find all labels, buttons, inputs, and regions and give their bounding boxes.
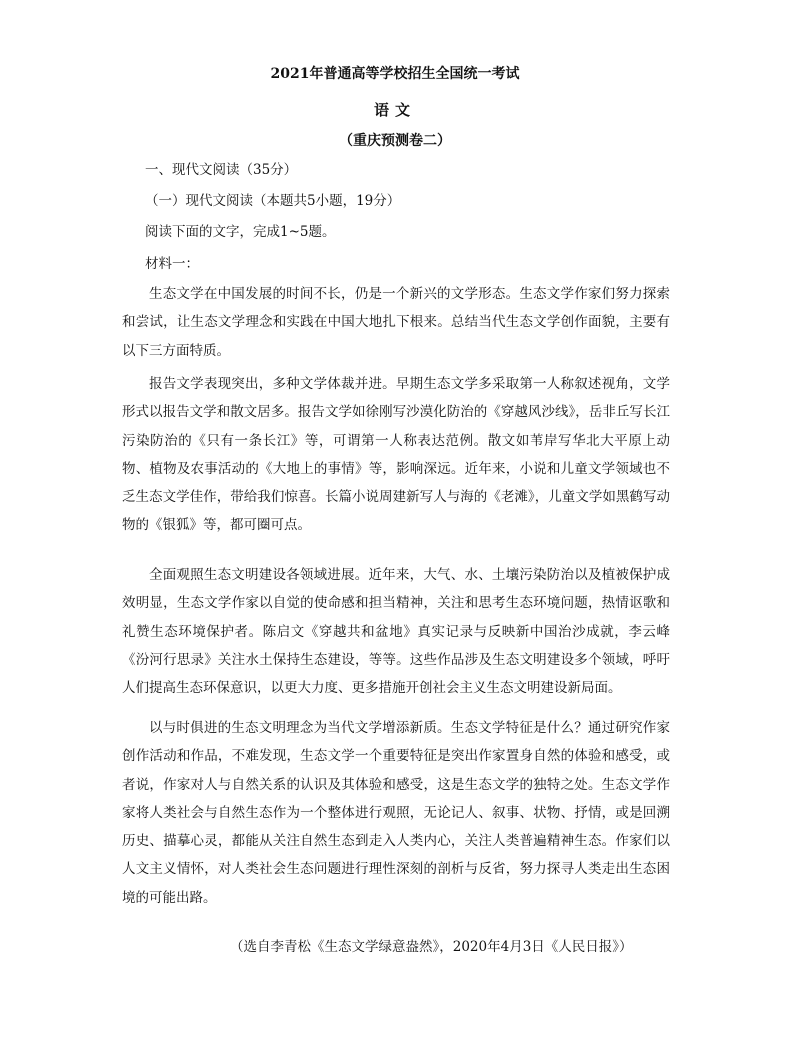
source-citation: （选自李青松《生态文学绿意盎然》，2020年4月3日《人民日报》） (230, 939, 633, 955)
exam-title: 2021年普通高等学校招生全国统一考试 (270, 66, 520, 82)
reading-instruction: 阅读下面的文字，完成1~5题。 (145, 224, 336, 240)
paragraph-3: 全面观照生态文明建设各领域进展。近年来，大气、水、土壤污染防治以及植被保护成效明显，生态文学作家以自觉的使命感和担当精神，关注和思考生态环境问题，热情讴歌和礼赞生态环境保护者。陈启文《穿越共和盆地》真实记录与反映新中国治沙成就，李云峰《汾河行思录》关注水土保持生态建设，等等。这些作品涉及生态文明建设多个领域，呼吁人们提高生态环保意识，以更大力度、更多措施开创社会主义生态文明建设新局面。 (122, 567, 670, 697)
section-heading: 一、现代文阅读（35分） (145, 162, 298, 178)
material-label: 材料一： (145, 256, 199, 272)
paragraph-1: 生态文学在中国发展的时间不长，仍是一个新兴的文学形态。生态文学作家们努力探索和尝试，让生态文学理念和实践在中国大地扎下根来。总结当代生态文学创作面貌，主要有以下三方面特质。 (122, 286, 670, 359)
edition-title: （重庆预测卷二） (339, 133, 451, 149)
section-subheading: （一）现代文阅读（本题共5小题，19分） (145, 193, 401, 209)
paragraph-4: 以与时俱进的生态文明理念为当代文学增添新质。生态文学特征是什么？通过研究作家创作活动和作品，不难发现，生态文学一个重要特征是突出作家置身自然的体验和感受，或者说，作家对人与自然关系的认识及其体验和感受，这是生态文学的独特之处。生态文学作家将人类社会与自然生态作为一个整体进行观照，无论记人、叙事、状物、抒情，或是回溯历史、描摹心灵，都能从关注自然生态到走入人类内心，关注人类普遍精神生态。作家们以人文主义情怀，对人类社会生态问题进行理性深刻的剖析与反省，努力探寻人类走出生态困境的可能出路。 (122, 720, 670, 906)
subject-title: 语文 (373, 101, 416, 119)
paragraph-2: 报告文学表现突出，多种文学体裁并进。早期生态文学多采取第一人称叙述视角，文学形式以报告文学和散文居多。报告文学如徐刚写沙漠化防治的《穿越风沙线》，岳非丘写长江污染防治的《只有一条长江》等，可谓第一人称表达范例。散文如苇岸写华北大平原上动物、植物及农事活动的《大地上的事情》等，影响深远。近年来，小说和儿童文学领域也不乏生态文学佳作，带给我们惊喜。长篇小说周建新写人与海的《老滩》，儿童文学如黑鹤写动物的《银狐》等，都可圈可点。 (122, 376, 670, 534)
